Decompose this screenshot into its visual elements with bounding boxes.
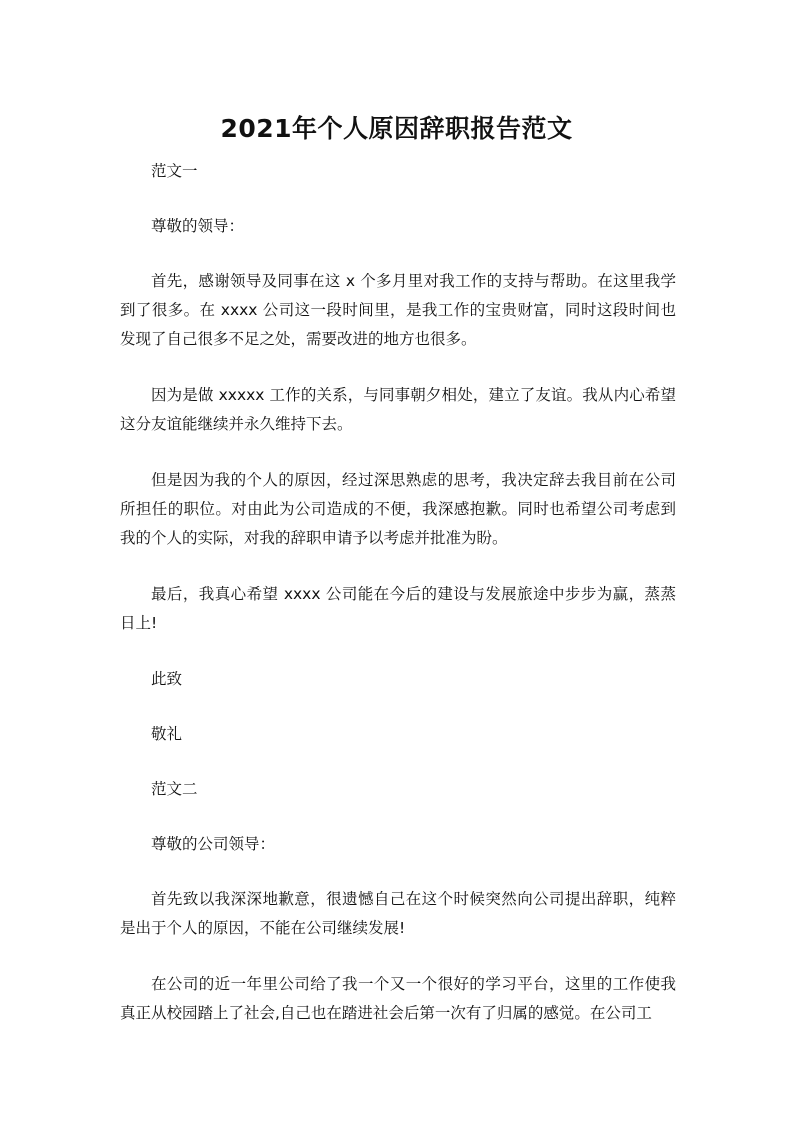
salutation: 尊敬的领导： bbox=[151, 217, 245, 235]
document-title: 2021年个人原因辞职报告范文 bbox=[220, 114, 573, 143]
body-paragraph: 但是因为我的个人的原因，经过深思熟虑的思考，我决定辞去我目前在公司所担任的职位。对由此为公司造成的不便，我深感抱歉。同时也希望公司考虑到我的个人的实际，对我的辞职申请予以考虑并批准为盼。 bbox=[120, 471, 676, 547]
body-paragraph: 首先致以我深深地歉意，很遗憾自己在这个时候突然向公司提出辞职，纯粹是出于个人的原因，不能在公司继续发展! bbox=[120, 890, 676, 937]
closing-line: 此致 bbox=[151, 670, 183, 688]
body-paragraph: 首先，感谢领导及同事在这 x 个多月里对我工作的支持与帮助。在这里我学到了很多。在 xxxx 公司这一段时间里，是我工作的宝贵财富，同时这段时间也发现了自己很多不足之处，需要改进的地方也很多。 bbox=[120, 272, 676, 348]
salutation: 尊敬的公司领导： bbox=[151, 835, 276, 853]
document-body bbox=[120, 157, 676, 1055]
body-paragraph: 因为是做 xxxxx 工作的关系，与同事朝夕相处，建立了友谊。我从内心希望这分友谊能继续并永久维持下去。 bbox=[120, 386, 676, 433]
section-heading-sample-one: 范文一 bbox=[151, 162, 198, 180]
section-heading-sample-two: 范文二 bbox=[151, 780, 198, 798]
body-paragraph: 在公司的近一年里公司给了我一个又一个很好的学习平台，这里的工作使我真正从校园踏上了社会,自己也在踏进社会后第一次有了归属的感觉。在公司工 bbox=[120, 975, 676, 1022]
closing-line: 敬礼 bbox=[151, 725, 183, 743]
body-paragraph: 最后，我真心希望 xxxx 公司能在今后的建设与发展旅途中步步为赢，蒸蒸日上! bbox=[120, 585, 676, 632]
